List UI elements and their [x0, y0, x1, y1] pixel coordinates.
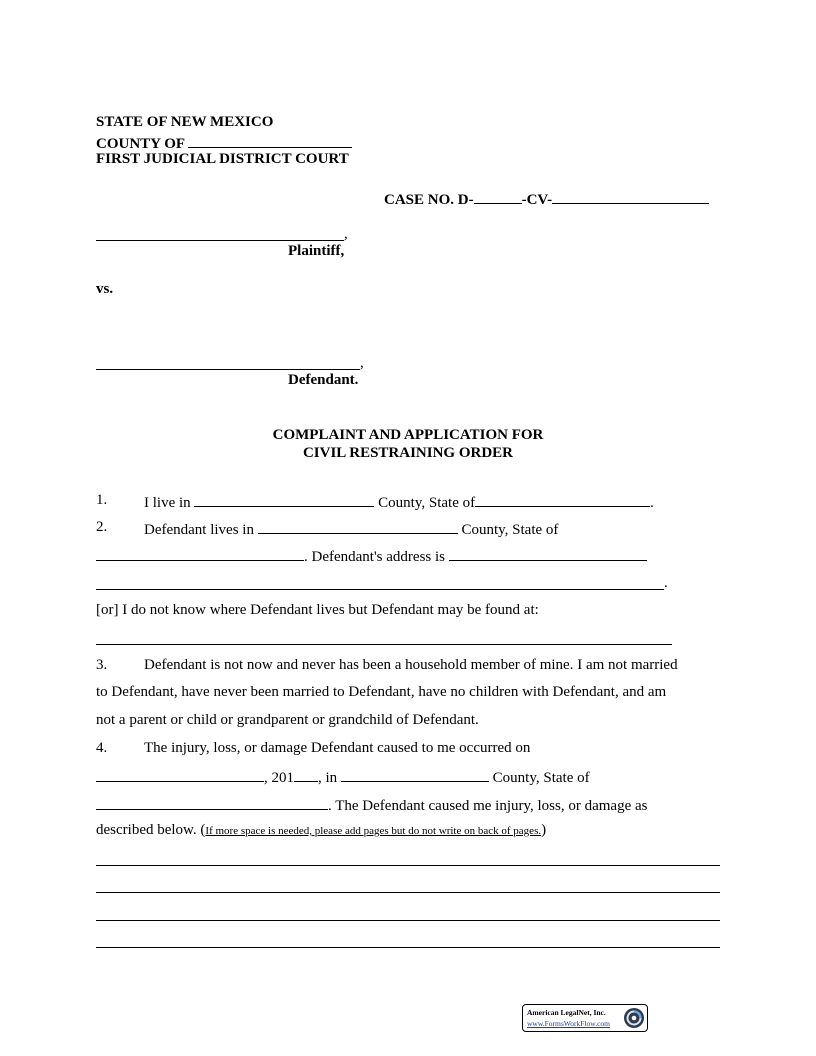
county-label: COUNTY OF: [96, 136, 185, 152]
item-2-period: .: [664, 575, 668, 591]
item-4-line4: [96, 822, 546, 839]
case-number: [384, 189, 709, 209]
item-4-text-f: described below. (: [96, 822, 206, 838]
item-4-line3: [96, 795, 647, 815]
case-d-field[interactable]: [474, 189, 522, 204]
space-note: If more space is needed, please add pages but do not write on back of pages.: [205, 825, 542, 837]
publisher-logo[interactable]: [522, 1004, 648, 1032]
item-3-line1: Defendant is not now and never has been a household member of mine. I am not married: [144, 657, 678, 673]
item-1-text-a: I live in: [144, 495, 191, 511]
defendant-comma: ,: [360, 355, 364, 371]
item-4-text-d: County, State of: [492, 770, 590, 786]
item-3-number: 3.: [96, 657, 108, 673]
item-2-line2: [96, 546, 647, 566]
court-county: [96, 133, 352, 153]
case-cv-field[interactable]: [552, 189, 709, 204]
defendant-address-field-2[interactable]: [96, 589, 664, 590]
plaintiff-name-field[interactable]: [96, 240, 344, 241]
item-1-period: .: [650, 495, 654, 511]
item-2-text-c: . Defendant's address is: [304, 549, 445, 565]
globe-icon: [623, 1007, 645, 1029]
document-title-line2: CIVIL RESTRAINING ORDER: [302, 445, 514, 461]
publisher-name: American LegalNet, Inc.: [527, 1008, 606, 1017]
item-3-line2: to Defendant, have never been married to Defendant, have no children with Defendant, and am: [96, 684, 667, 700]
item-2: [144, 519, 558, 539]
publisher-url[interactable]: www.FormsWorkFlow.com: [527, 1019, 611, 1028]
or-statement: [or] I do not know where Defendant lives but Defendant may be found at:: [96, 602, 539, 618]
plaintiff-label: Plaintiff,: [288, 243, 345, 259]
description-line-1[interactable]: [96, 865, 720, 866]
defendant-label: Defendant.: [288, 372, 359, 388]
description-line-2[interactable]: [96, 892, 720, 893]
document-title-line1: COMPLAINT AND APPLICATION FOR: [272, 427, 544, 443]
item-1-text-b: County, State of: [378, 495, 476, 511]
item-4-line2: [96, 767, 590, 787]
injury-county-field[interactable]: [341, 767, 489, 782]
item-4-number: 4.: [96, 740, 108, 756]
defendant-state-field[interactable]: [96, 546, 304, 561]
plaintiff-state-field[interactable]: [475, 492, 650, 507]
injury-state-field[interactable]: [96, 795, 328, 810]
court-name: FIRST JUDICIAL DISTRICT COURT: [96, 151, 349, 167]
item-4-line1: The injury, loss, or damage Defendant caused to me occurred on: [144, 740, 531, 756]
versus-label: vs.: [96, 281, 114, 297]
item-1-number: 1.: [96, 492, 108, 508]
item-3-line3: not a parent or child or grandparent or grandchild of Defendant.: [96, 712, 479, 728]
item-2-text-a: Defendant lives in: [144, 522, 254, 538]
description-line-4[interactable]: [96, 947, 720, 948]
item-4-text-c: , in: [318, 770, 338, 786]
item-4-text-b: , 201: [264, 770, 294, 786]
item-4-close: ): [541, 822, 547, 838]
court-state: STATE OF NEW MEXICO: [96, 114, 274, 130]
plaintiff-county-field[interactable]: [194, 492, 374, 507]
item-1: [144, 492, 654, 512]
defendant-location-field[interactable]: [96, 644, 672, 645]
injury-year-field[interactable]: [294, 767, 318, 782]
defendant-name-field[interactable]: [96, 369, 360, 370]
defendant-county-field[interactable]: [258, 519, 458, 534]
case-no-label: CASE NO. D-: [384, 192, 474, 208]
item-4-text-e: . The Defendant caused me injury, loss, or damage as: [328, 798, 648, 814]
case-cv-label: -CV-: [521, 192, 553, 208]
defendant-address-field[interactable]: [449, 546, 647, 561]
county-field[interactable]: [188, 133, 352, 148]
item-2-text-b: County, State of: [461, 522, 559, 538]
item-2-number: 2.: [96, 519, 108, 535]
plaintiff-comma: ,: [344, 226, 348, 242]
description-line-3[interactable]: [96, 920, 720, 921]
injury-date-field[interactable]: [96, 767, 264, 782]
